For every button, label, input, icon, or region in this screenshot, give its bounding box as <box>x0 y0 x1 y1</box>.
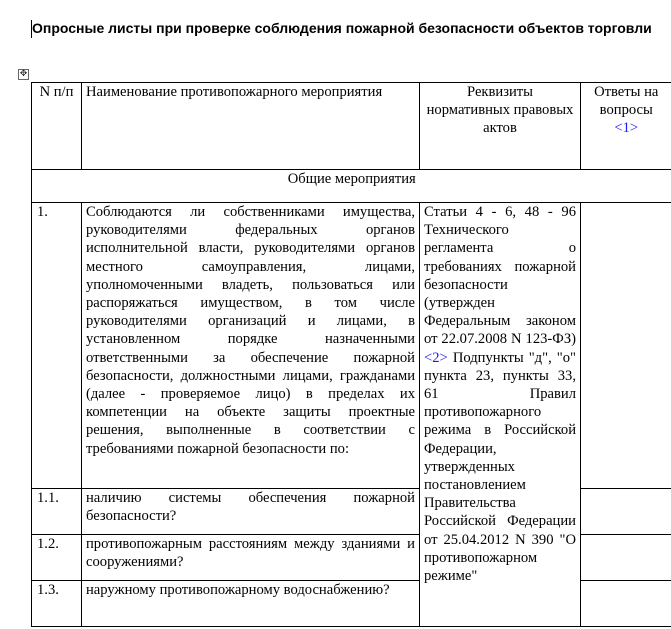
row-text: противопожарным расстояниям между зданиями и сооружениями? <box>82 535 420 581</box>
answer-cell[interactable] <box>581 535 671 581</box>
table-row <box>32 203 671 489</box>
answer-footnote-link[interactable]: <1> <box>614 120 639 137</box>
header-answer <box>581 83 671 170</box>
row-text: Соблюдаются ли собственниками имущества, руководителями федеральных органов исполнительной власти, руководителями органов местного самоуправления, лицами, уполномоченными владеть, пользоваться или распоряжаться имуществом, в том числе руководителями организаций и лицами, в установленном порядке назначенными ответственными за обеспечение пожарной безопасности, должностными лицами, гражданами (далее - проверяемое лицо) в пределах их компетенции на объекте защиты проектные решения, выполненные в соответствии с требованиями пожарной безопасности по: <box>82 203 420 489</box>
answer-cell[interactable] <box>581 489 671 535</box>
section-row <box>32 170 671 203</box>
answer-cell[interactable] <box>581 203 671 489</box>
row-num: 1. <box>32 203 82 489</box>
row-num: 1.3. <box>32 581 82 627</box>
fire-safety-table <box>31 82 671 627</box>
answer-cell[interactable] <box>581 581 671 627</box>
requisites-cell <box>420 203 581 627</box>
requisites-part1: Статьи 4 - 6, 48 - 96 Технического регламента о требованиях пожарной безопасности (утвержден Федеральным законом от 22.07.2008 N 123-ФЗ) <box>424 204 576 348</box>
row-num: 1.2. <box>32 535 82 581</box>
row-text: наружному противопожарному водоснабжению? <box>82 581 420 627</box>
document-title: Опросные листы при проверке соблюдения пожарной безопасности объектов торговли <box>32 20 652 36</box>
requisites-footnote-link[interactable]: <2> <box>424 349 448 366</box>
row-text: наличию системы обеспечения пожарной безопасности? <box>82 489 420 535</box>
table-header-row <box>32 83 671 170</box>
requisites-part2: Подпункты "д", "о" пункта 23, пункты 33, 61 Правил противопожарного режима в Российской Федерации, утвержденных постановлением Правительства Российской Федерации от 25.04.2012 N 390 "О противопожарном режиме" <box>424 349 576 585</box>
header-answer-label: Ответы на вопросы <box>594 84 659 119</box>
header-requisites: Реквизиты нормативных правовых актов <box>420 83 581 170</box>
row-num: 1.1. <box>32 489 82 535</box>
header-num: N п/п <box>32 83 82 170</box>
section-title: Общие мероприятия <box>32 170 671 203</box>
table-move-handle-icon[interactable]: ✥ <box>19 69 28 79</box>
header-name: Наименование противопожарного мероприятия <box>82 83 420 170</box>
